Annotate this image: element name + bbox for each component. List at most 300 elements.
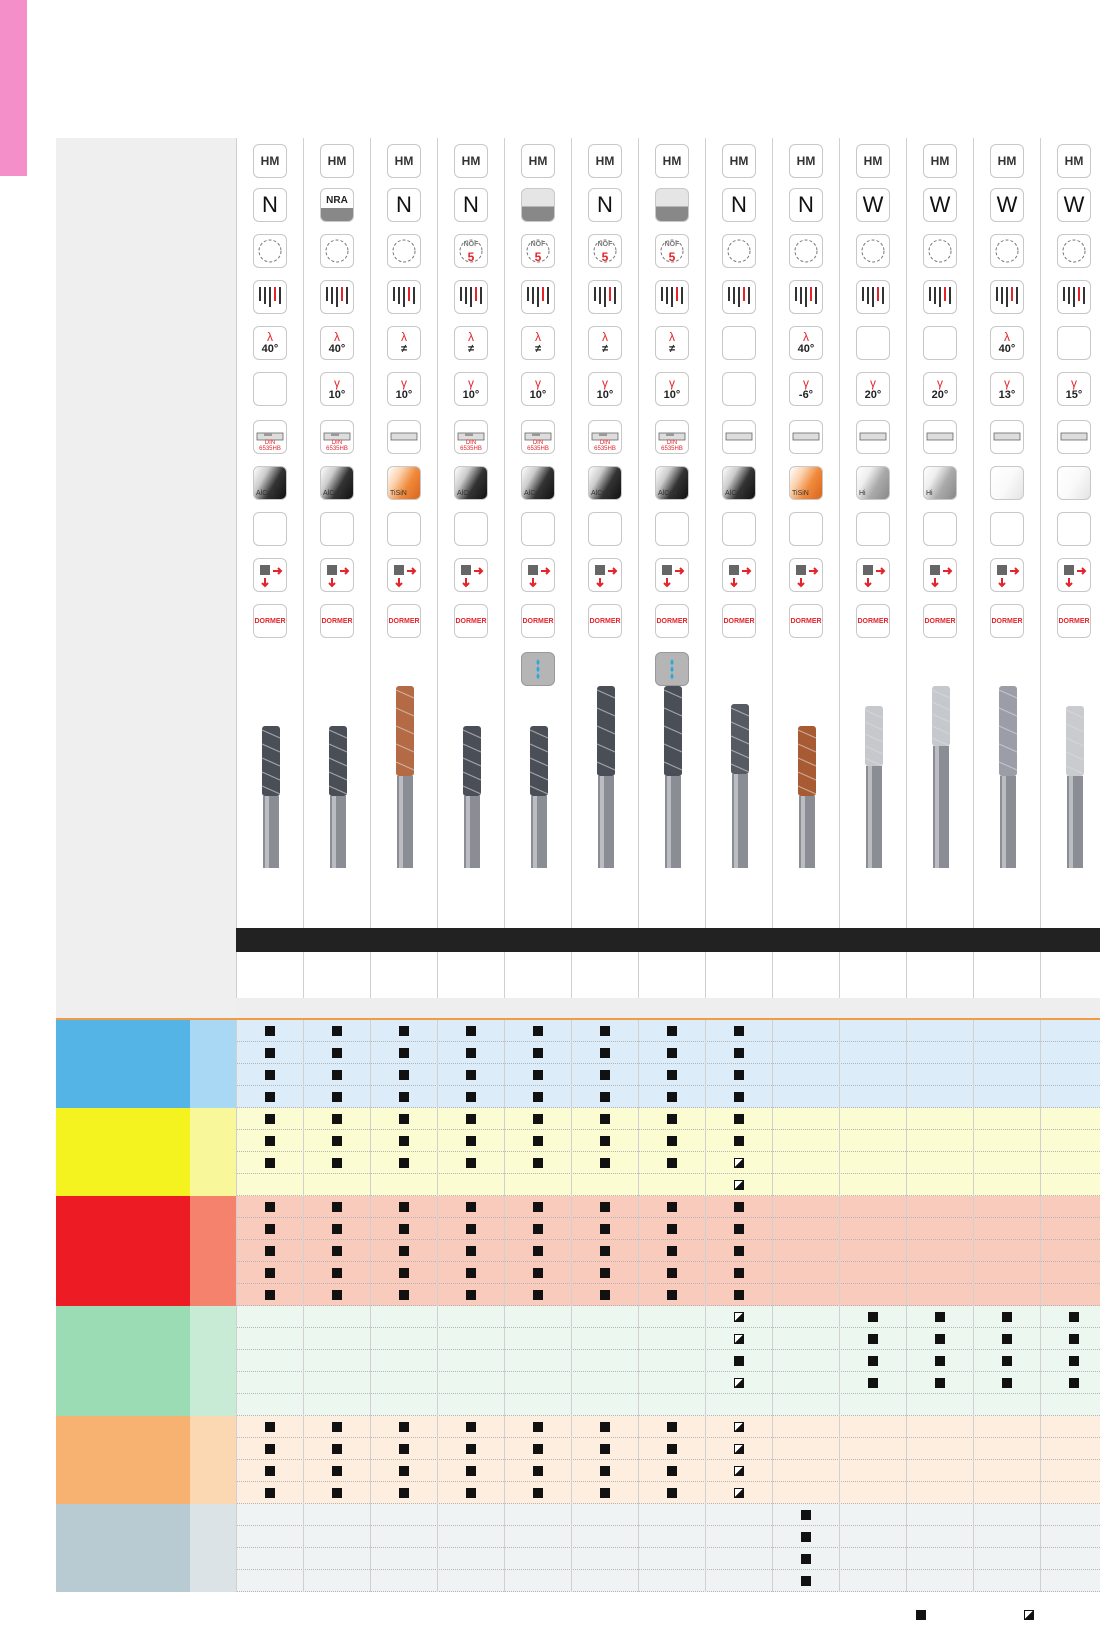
table-cell — [772, 1306, 839, 1328]
table-cell — [638, 1438, 705, 1460]
table-cell — [973, 1570, 1040, 1592]
table-cell — [705, 1042, 772, 1064]
legend-half-square — [1024, 1610, 1034, 1620]
helix-angle-value: 40° — [797, 343, 815, 355]
table-cell — [504, 1020, 571, 1042]
rake-angle-box — [932, 377, 949, 401]
table-cell — [638, 1548, 705, 1570]
table-cell — [236, 1020, 303, 1042]
flute-length-icon — [320, 280, 354, 314]
suitability-full-mark — [332, 1202, 342, 1212]
material-label: HM — [461, 154, 481, 168]
cutting-direction-arrows — [256, 562, 284, 588]
nof-value: 5 — [601, 249, 609, 264]
table-cell — [906, 1020, 973, 1042]
table-cell — [1040, 1306, 1106, 1328]
end-mill-image — [326, 726, 350, 873]
table-cell — [236, 1328, 303, 1350]
nof-value: 5 — [668, 249, 676, 264]
table-cell — [504, 1438, 571, 1460]
brand-label: DORMER — [455, 617, 487, 625]
table-cell — [772, 1108, 839, 1130]
table-cell — [906, 1548, 973, 1570]
suitability-full-mark — [533, 1444, 543, 1454]
table-cell — [772, 1416, 839, 1438]
table-cell — [370, 1108, 437, 1130]
rake-angle-value: 20° — [864, 389, 882, 401]
table-row — [236, 1548, 1100, 1570]
table-cell — [571, 1328, 638, 1350]
suitability-full-mark — [600, 1026, 610, 1036]
suitability-full-mark — [332, 1268, 342, 1278]
material-label: HM — [863, 154, 883, 168]
table-cell — [504, 1328, 571, 1350]
tool-type-label: N — [597, 192, 613, 217]
blank-icon — [320, 512, 354, 546]
helix-angle-icon — [454, 326, 488, 360]
flute-length-icon — [521, 280, 555, 314]
flutes-icon — [454, 234, 488, 268]
suitability-full-mark — [600, 1114, 610, 1124]
suitability-full-mark — [399, 1048, 409, 1058]
band-color-S — [56, 1416, 190, 1504]
blank-icon — [1057, 512, 1091, 546]
table-cell — [437, 1174, 504, 1196]
table-cell — [839, 1306, 906, 1328]
tool-column — [1040, 138, 1106, 1018]
suitability-full-mark — [734, 1356, 744, 1366]
suitability-full-mark — [1002, 1334, 1012, 1344]
material-label: HM — [528, 154, 548, 168]
suitability-full-mark — [399, 1444, 409, 1454]
table-cell — [370, 1504, 437, 1526]
table-cell — [571, 1020, 638, 1042]
table-cell — [772, 1460, 839, 1482]
suitability-full-mark — [399, 1466, 409, 1476]
table-cell — [1040, 1174, 1106, 1196]
table-cell — [303, 1262, 370, 1284]
gamma-symbol: γ — [333, 376, 340, 390]
table-cell — [705, 1328, 772, 1350]
suitability-full-mark — [868, 1356, 878, 1366]
brand-label: DORMER — [656, 617, 688, 625]
table-cell — [370, 1526, 437, 1548]
table-cell — [705, 1196, 772, 1218]
material-label: HM — [729, 154, 749, 168]
table-cell — [370, 1482, 437, 1504]
table-cell — [839, 1240, 906, 1262]
band-subcolor-S — [190, 1416, 236, 1504]
coating-label: TiSiN — [792, 490, 809, 497]
tool-column — [303, 138, 370, 1018]
tool-type-label: NRA — [326, 194, 348, 206]
table-cell — [906, 1504, 973, 1526]
table-cell — [437, 1328, 504, 1350]
dormer-logo-icon — [655, 604, 689, 638]
table-cell — [571, 1306, 638, 1328]
material-label: HM — [327, 154, 347, 168]
table-cell — [504, 1218, 571, 1240]
table-cell — [571, 1152, 638, 1174]
table-cell — [370, 1306, 437, 1328]
band-color-M — [56, 1108, 190, 1196]
table-cell — [839, 1328, 906, 1350]
lambda-symbol: λ — [467, 330, 474, 344]
gamma-symbol: γ — [1003, 376, 1010, 390]
blank-icon — [454, 512, 488, 546]
table-cell — [504, 1152, 571, 1174]
brand-label: DORMER — [723, 617, 755, 625]
table-cell — [437, 1526, 504, 1548]
table-cell — [772, 1262, 839, 1284]
coating-icon — [655, 466, 689, 500]
brand-label: DORMER — [790, 617, 822, 625]
material-label: HM — [997, 154, 1017, 168]
table-cell — [437, 1570, 504, 1592]
dormer-logo-icon — [990, 604, 1024, 638]
rake-angle-box — [1066, 377, 1083, 401]
table-cell — [705, 1108, 772, 1130]
flute-length-bars — [926, 284, 954, 310]
cutting-direction-arrows — [524, 562, 552, 588]
end-mill-drawing — [795, 726, 819, 868]
suitability-full-mark — [734, 1092, 744, 1102]
suitability-full-mark — [466, 1092, 476, 1102]
table-cell — [236, 1526, 303, 1548]
table-cell — [638, 1152, 705, 1174]
table-cell — [504, 1108, 571, 1130]
tool-column — [236, 138, 303, 1018]
shank-shape — [390, 431, 418, 443]
suitability-full-mark — [332, 1290, 342, 1300]
table-cell — [437, 1438, 504, 1460]
brand-label: DORMER — [1058, 617, 1090, 625]
table-cell — [1040, 1548, 1106, 1570]
tool-type-icon — [454, 188, 488, 222]
band-color-N — [56, 1306, 190, 1416]
suitability-full-mark — [265, 1224, 275, 1234]
suitability-full-mark — [533, 1092, 543, 1102]
tool-type-icon — [789, 188, 823, 222]
suitability-full-mark — [1069, 1312, 1079, 1322]
table-cell — [772, 1196, 839, 1218]
table-row — [236, 1174, 1100, 1196]
table-row — [236, 1350, 1100, 1372]
gamma-symbol: γ — [467, 376, 474, 390]
table-cell — [303, 1240, 370, 1262]
suitability-full-mark — [466, 1488, 476, 1498]
end-mill-drawing — [393, 686, 417, 868]
table-cell — [504, 1086, 571, 1108]
band-subcolor-H — [190, 1504, 236, 1592]
flute-length-icon — [990, 280, 1024, 314]
cutting-direction-icon — [320, 558, 354, 592]
cutting-direction-arrows — [323, 562, 351, 588]
table-cell — [638, 1218, 705, 1240]
rake-angle-value: 10° — [462, 389, 480, 401]
coating-icon — [320, 466, 354, 500]
suitability-full-mark — [600, 1136, 610, 1146]
suitability-full-mark — [600, 1202, 610, 1212]
helix-angle-box — [602, 331, 608, 355]
dormer-logo-icon — [387, 604, 421, 638]
suitability-full-mark — [734, 1268, 744, 1278]
flutes-icon — [1057, 234, 1091, 268]
helix-angle-icon — [856, 326, 890, 360]
table-cell — [906, 1460, 973, 1482]
suitability-full-mark — [265, 1026, 275, 1036]
table-cell — [1040, 1416, 1106, 1438]
blank-icon — [655, 512, 689, 546]
table-cell — [370, 1372, 437, 1394]
helix-angle-box — [401, 331, 407, 355]
end-mill-drawing — [460, 726, 484, 868]
table-cell — [370, 1570, 437, 1592]
cutting-direction-icon — [856, 558, 890, 592]
material-label: HM — [260, 154, 280, 168]
table-cell — [973, 1482, 1040, 1504]
coating-icon — [923, 466, 957, 500]
table-cell — [638, 1416, 705, 1438]
table-cell — [370, 1394, 437, 1416]
table-cell — [772, 1570, 839, 1592]
table-cell — [705, 1394, 772, 1416]
suitability-full-mark — [399, 1136, 409, 1146]
table-cell — [370, 1460, 437, 1482]
table-row — [236, 1064, 1100, 1086]
suitability-full-mark — [1002, 1312, 1012, 1322]
cutting-direction-icon — [454, 558, 488, 592]
end-mill-image — [460, 726, 484, 873]
end-mill-drawing — [527, 726, 551, 868]
suitability-full-mark — [533, 1290, 543, 1300]
table-cell — [906, 1438, 973, 1460]
table-cell — [839, 1196, 906, 1218]
flute-length-bars — [390, 284, 418, 310]
table-cell — [303, 1086, 370, 1108]
end-mill-drawing — [326, 726, 350, 868]
table-cell — [973, 1020, 1040, 1042]
table-cell — [303, 1108, 370, 1130]
suitability-full-mark — [265, 1246, 275, 1256]
shank-shape — [859, 431, 887, 443]
flutes-icon — [923, 234, 957, 268]
table-row — [236, 1570, 1100, 1592]
suitability-full-mark — [399, 1488, 409, 1498]
table-cell — [638, 1284, 705, 1306]
table-cell — [906, 1196, 973, 1218]
table-cell — [370, 1196, 437, 1218]
lambda-symbol: λ — [534, 330, 541, 344]
suitability-full-mark — [600, 1070, 610, 1080]
table-cell — [705, 1416, 772, 1438]
coolant-drops — [666, 656, 678, 682]
suitability-partial-mark — [734, 1334, 744, 1344]
table-cell — [839, 1152, 906, 1174]
tool-type-icon — [722, 188, 756, 222]
table-cell — [973, 1372, 1040, 1394]
brand-label: DORMER — [589, 617, 621, 625]
tool-column — [370, 138, 437, 1018]
table-cell — [437, 1086, 504, 1108]
table-cell — [571, 1218, 638, 1240]
dormer-logo-icon — [454, 604, 488, 638]
table-cell — [1040, 1130, 1106, 1152]
table-cell — [705, 1152, 772, 1174]
table-cell — [973, 1548, 1040, 1570]
dormer-logo-icon — [320, 604, 354, 638]
table-cell — [839, 1526, 906, 1548]
table-cell — [705, 1548, 772, 1570]
suitability-full-mark — [399, 1158, 409, 1168]
material-icon — [655, 144, 689, 178]
rake-angle-icon — [990, 372, 1024, 406]
table-cell — [504, 1504, 571, 1526]
table-cell — [638, 1460, 705, 1482]
table-cell — [504, 1460, 571, 1482]
table-cell — [1040, 1064, 1106, 1086]
rake-angle-value: 15° — [1065, 389, 1083, 401]
suitability-full-mark — [466, 1224, 476, 1234]
suitability-full-mark — [332, 1092, 342, 1102]
blank-icon — [990, 512, 1024, 546]
table-cell — [370, 1240, 437, 1262]
end-mill-drawing — [661, 686, 685, 868]
suitability-full-mark — [332, 1466, 342, 1476]
table-cell — [303, 1570, 370, 1592]
end-mill-image — [929, 686, 953, 873]
band-subcolor-N — [190, 1306, 236, 1416]
suitability-full-mark — [734, 1202, 744, 1212]
table-cell — [772, 1504, 839, 1526]
brand-label: DORMER — [254, 617, 286, 625]
table-cell — [303, 1218, 370, 1240]
flute-length-icon — [253, 280, 287, 314]
left-header-panel — [56, 138, 236, 1018]
tool-type-icon — [923, 188, 957, 222]
helix-angle-value: ≠ — [467, 343, 475, 355]
helix-angle-box — [262, 331, 279, 355]
table-row — [236, 1306, 1100, 1328]
dormer-logo-icon — [253, 604, 287, 638]
table-cell — [839, 1284, 906, 1306]
table-cell — [236, 1570, 303, 1592]
table-cell — [504, 1042, 571, 1064]
blank-icon — [789, 512, 823, 546]
table-cell — [571, 1460, 638, 1482]
table-cell — [571, 1526, 638, 1548]
suitability-full-mark — [600, 1092, 610, 1102]
table-cell — [303, 1350, 370, 1372]
table-cell — [236, 1174, 303, 1196]
suitability-full-mark — [667, 1268, 677, 1278]
flute-length-bars — [323, 284, 351, 310]
material-icon — [588, 144, 622, 178]
table-cell — [1040, 1108, 1106, 1130]
table-cell — [973, 1196, 1040, 1218]
table-cell — [571, 1108, 638, 1130]
end-mill-drawing — [728, 704, 752, 868]
table-cell — [973, 1240, 1040, 1262]
suitability-full-mark — [265, 1466, 275, 1476]
table-cell — [504, 1240, 571, 1262]
table-cell — [236, 1284, 303, 1306]
table-cell — [705, 1064, 772, 1086]
table-cell — [772, 1350, 839, 1372]
shank-icon — [253, 420, 287, 454]
table-cell — [906, 1042, 973, 1064]
cutting-direction-icon — [521, 558, 555, 592]
cutting-direction-arrows — [859, 562, 887, 588]
table-cell — [973, 1438, 1040, 1460]
table-cell — [370, 1416, 437, 1438]
suitability-full-mark — [667, 1158, 677, 1168]
flutes-icon — [253, 234, 287, 268]
legend-full-square — [916, 1610, 926, 1620]
suitability-full-mark — [600, 1268, 610, 1278]
table-cell — [638, 1504, 705, 1526]
suitability-full-mark — [734, 1224, 744, 1234]
blank-icon — [253, 512, 287, 546]
helix-angle-icon — [387, 326, 421, 360]
table-cell — [504, 1570, 571, 1592]
flutes-circle — [792, 237, 820, 265]
material-icon — [923, 144, 957, 178]
table-cell — [504, 1482, 571, 1504]
gamma-symbol: γ — [668, 376, 675, 390]
rake-angle-icon — [1057, 372, 1091, 406]
shank-icon — [990, 420, 1024, 454]
table-cell — [1040, 1262, 1106, 1284]
material-icon — [789, 144, 823, 178]
suitability-full-mark — [600, 1048, 610, 1058]
nof-value: 5 — [534, 249, 542, 264]
table-row — [236, 1108, 1100, 1130]
nof-label: NOF — [597, 240, 613, 248]
table-cell — [772, 1482, 839, 1504]
suitability-full-mark — [667, 1444, 677, 1454]
suitability-full-mark — [734, 1246, 744, 1256]
suitability-full-mark — [466, 1268, 476, 1278]
suitability-full-mark — [1069, 1378, 1079, 1388]
table-cell — [973, 1262, 1040, 1284]
table-cell — [370, 1328, 437, 1350]
table-cell — [571, 1042, 638, 1064]
suitability-full-mark — [1002, 1356, 1012, 1366]
table-cell — [973, 1460, 1040, 1482]
table-cell — [638, 1240, 705, 1262]
table-cell — [437, 1262, 504, 1284]
shank-shape — [725, 431, 753, 443]
helix-angle-icon — [588, 326, 622, 360]
tool-type-label: N — [731, 192, 747, 217]
table-cell — [1040, 1196, 1106, 1218]
suitability-full-mark — [265, 1488, 275, 1498]
shank-standard: DIN 6535HB — [326, 440, 348, 452]
table-cell — [236, 1108, 303, 1130]
rake-angle-value: -6° — [798, 389, 814, 401]
suitability-full-mark — [332, 1070, 342, 1080]
pink-section-tab — [0, 0, 27, 176]
table-row — [236, 1328, 1100, 1350]
table-cell — [1040, 1526, 1106, 1548]
table-cell — [437, 1240, 504, 1262]
table-cell — [303, 1130, 370, 1152]
material-label: HM — [595, 154, 615, 168]
table-cell — [437, 1108, 504, 1130]
table-cell — [236, 1482, 303, 1504]
rake-angle-icon — [588, 372, 622, 406]
